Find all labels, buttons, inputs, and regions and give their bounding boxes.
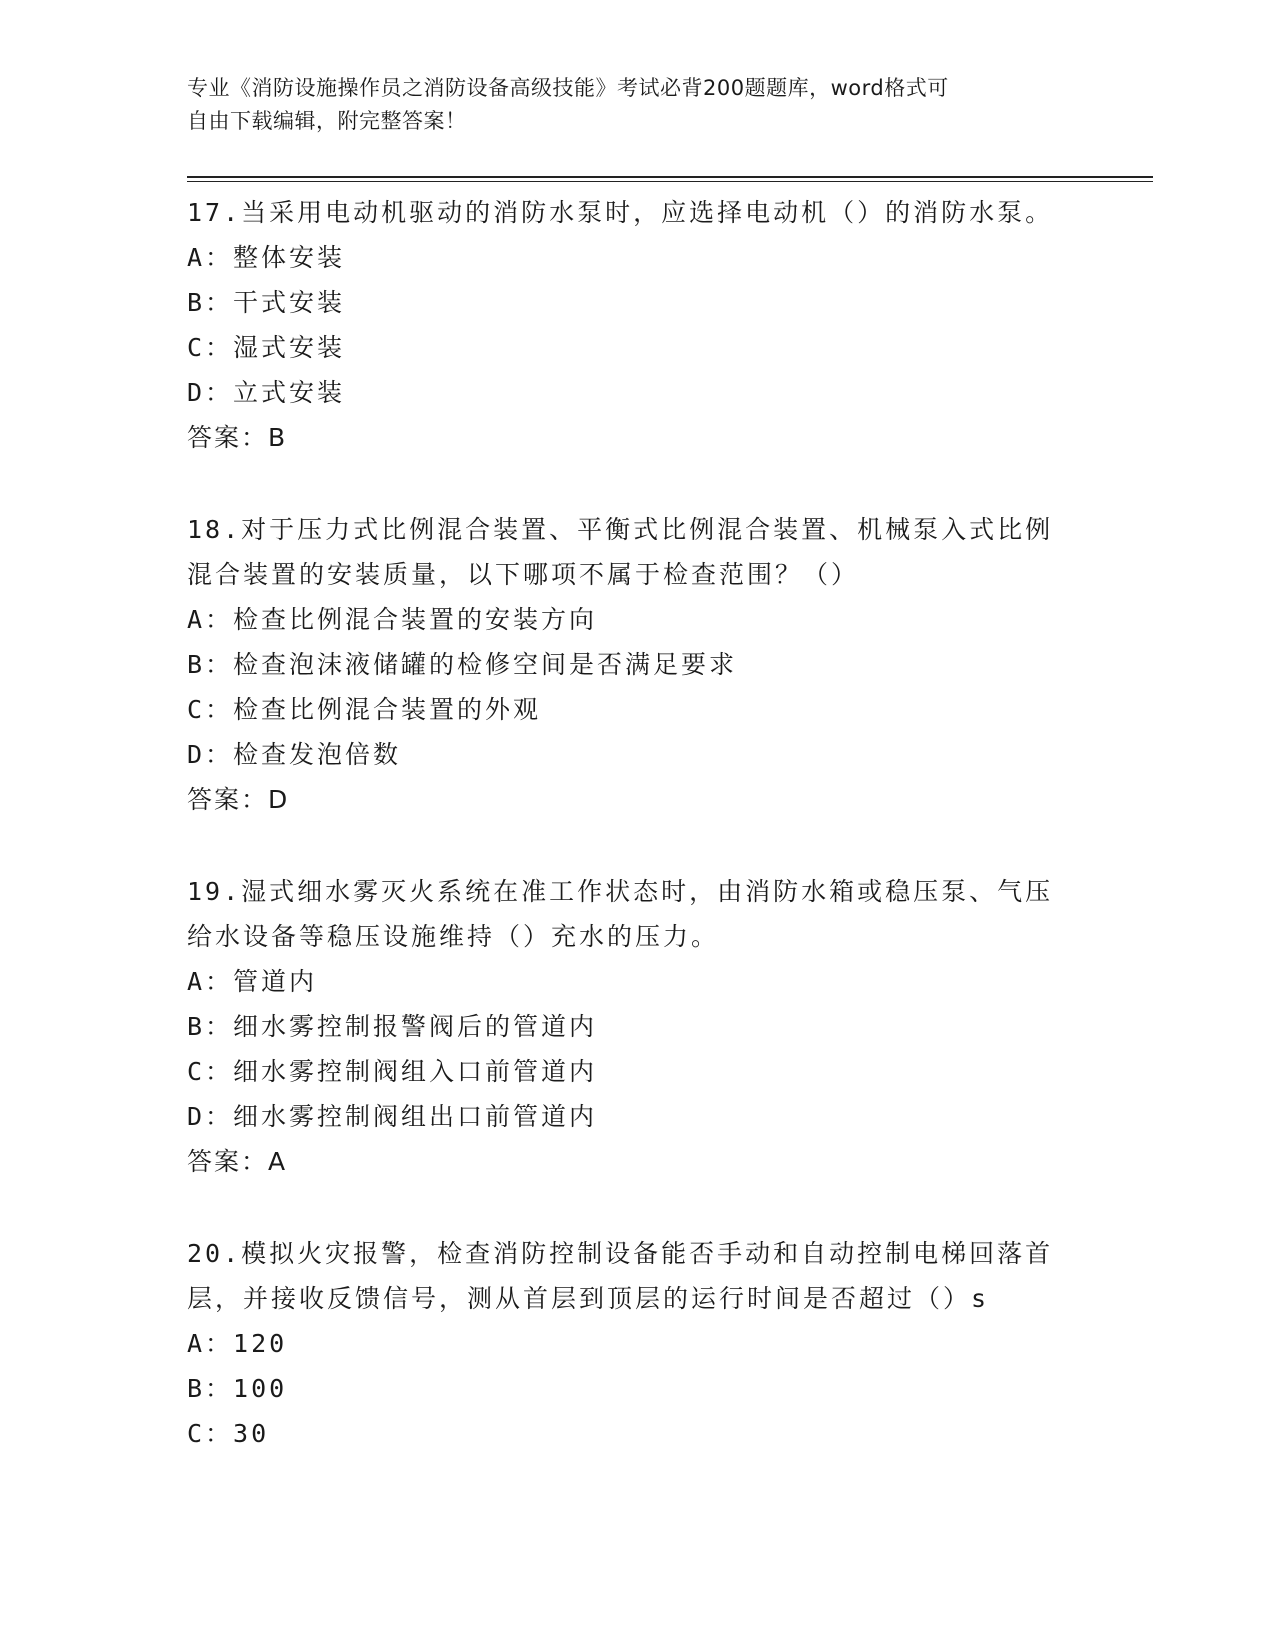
option-d: D：细水雾控制阀组出口前管道内 <box>187 1102 598 1131</box>
question-20 <box>187 1231 1087 1456</box>
question-stem-line: 层，并接收反馈信号，测从首层到顶层的运行时间是否超过（）s <box>187 1284 990 1313</box>
option-c: C：检查比例混合装置的外观 <box>187 695 542 724</box>
question-stem-line: 给水设备等稳压设施维持（）充水的压力。 <box>187 922 720 951</box>
question-18 <box>187 507 1087 822</box>
answer-line: 答案：A <box>187 1147 288 1176</box>
question-stem-line: 混合装置的安装质量，以下哪项不属于检查范围？（） <box>187 560 860 589</box>
option-b: B：细水雾控制报警阀后的管道内 <box>187 1012 598 1041</box>
question-stem-line: 20.模拟火灾报警，检查消防控制设备能否手动和自动控制电梯回落首 <box>187 1239 1054 1268</box>
option-c: C：湿式安装 <box>187 333 346 362</box>
option-c: C：细水雾控制阀组入口前管道内 <box>187 1057 598 1086</box>
option-b: B：100 <box>187 1374 288 1403</box>
question-19 <box>187 869 1087 1184</box>
answer-line: 答案：B <box>187 423 288 452</box>
option-b: B：检查泡沫液储罐的检修空间是否满足要求 <box>187 650 738 679</box>
document-header <box>187 72 1067 138</box>
option-a: A：管道内 <box>187 967 318 996</box>
option-a: A：整体安装 <box>187 243 346 272</box>
option-a: A：120 <box>187 1329 288 1358</box>
question-list <box>187 190 1087 1503</box>
option-b: B：干式安装 <box>187 288 346 317</box>
option-d: D：立式安装 <box>187 378 346 407</box>
option-c: C：30 <box>187 1419 270 1448</box>
question-stem-line: 19.湿式细水雾灭火系统在准工作状态时，由消防水箱或稳压泵、气压 <box>187 877 1054 906</box>
option-d: D：检查发泡倍数 <box>187 740 402 769</box>
question-stem-line: 17.当采用电动机驱动的消防水泵时，应选择电动机（）的消防水泵。 <box>187 198 1054 227</box>
header-divider <box>187 176 1153 182</box>
answer-line: 答案：D <box>187 785 290 814</box>
question-stem-line: 18.对于压力式比例混合装置、平衡式比例混合装置、机械泵入式比例 <box>187 515 1054 544</box>
question-17 <box>187 190 1087 460</box>
header-line-2: 自由下载编辑，附完整答案！ <box>187 109 467 133</box>
option-a: A：检查比例混合装置的安装方向 <box>187 605 598 634</box>
header-line-1: 专业《消防设施操作员之消防设备高级技能》考试必背200题题库，word格式可 <box>187 76 949 100</box>
